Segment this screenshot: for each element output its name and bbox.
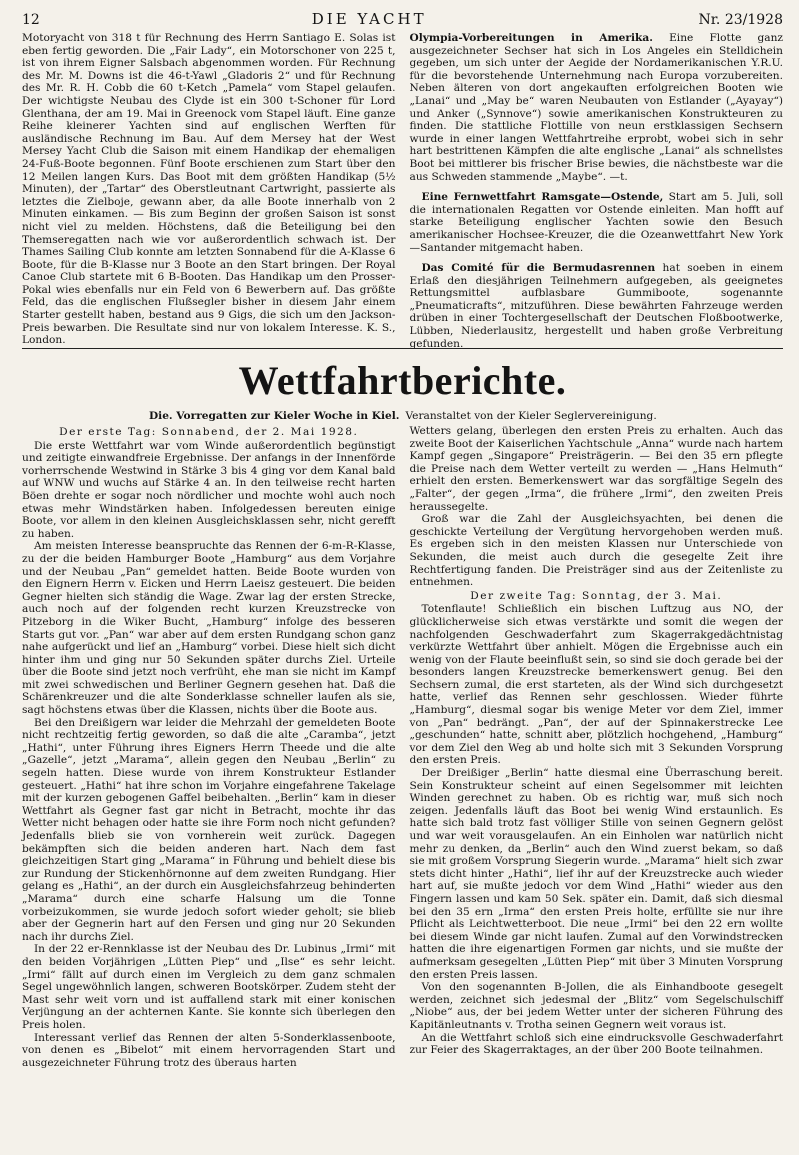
olympia-text: Eine Flotte ganz ausgezeichneter Sechser hat sich in Los Angeles ein Stelldichein gegeben, um sich unter der Aegide der Nordamerikanischen Y.R.U. für die bevorstehende Unternehmung nach Europa vorzubereiten. Neben älteren von dort angekauften erfolgreichen Booten wie „Lanai“ und „May be“ waren Neubauten von Estlander („Ayayay“) und Anker („Synnove“) sowie amerikanischen Konstrukteuren zu finden. Die stattliche Flottille von neun erstklassigen Sechsern wurde in einer langen Wettfahrtreihe erprobt, wobei sich in sehr hart bestrittenen Kämpfen die alte englische „Lanai“ als schnellstes Boot bei mittlerer bis frischer Brise bewies, die nächstbeste war die aus Schweden stammende „Maybe“. —t.: [409, 32, 784, 183]
olympia-title: Olympia-Vorbereitungen in Amerika.: [409, 32, 653, 44]
issue-number: Nr. 23/1928: [698, 12, 783, 28]
report-paragraph: Von den sogenannten B-Jollen, die als Einhandboote gesegelt werden, zeichnet sich jedesmal der „Blitz“ vom Segelschulschiff „Niobe“ aus, der bei jedem Wetter unter der sicheren Führung des Kapitänleutnants v. Trotha seinen Gegnern weit voraus ist.: [409, 981, 783, 1031]
report-right-column: [410, 425, 784, 1155]
ramsgate-text: Start am 5. Juli, soll die internationalen Regatten vor Ostende einleiten. Man hofft auf starke Beteiligung englischer Yachten sowie den Besuch amerikanischer Hochsee-Kreuzer, die die Ozeanwettfahrt New York—Santander mitgemacht haben.: [409, 191, 784, 254]
report-paragraph: An die Wettfahrt schloß sich eine eindrucksvolle Geschwaderfahrt zur Feier des Skagerraktages, an der über 200 Boote teilnahmen.: [409, 1031, 783, 1057]
day-two-heading: Der zweite Tag: Sonntag, der 3. Mai.: [470, 589, 723, 602]
bermuda-title: Das Comité für die Bermudasrennen: [421, 262, 656, 275]
day-one-heading: Der erste Tag: Sonnabend, der 2. Mai 1928.: [59, 426, 359, 438]
report-paragraph: Bei den Dreißigern war leider die Mehrzahl der gemeldeten Boote nicht rechtzeitig fertig geworden, so daß die alte „Caramba“, jetzt „Hathi“, unter Führung ihres Eigners Herrn Theede und die alte „Gazelle“, jetzt „Marama“, allein gegen den Neubau „Berlin“ zu segeln hatten. Diese wurde von ihrem Konstrukteur Estlander gesteuert. „Hathi“ hat ihre schon im Vorjahre eingefahrene Takelage mit der kurzen gebogenen Gaffel beibehalten. „Berlin“ kam in dieser Wettfahrt als Gegner fast gar nicht in Betracht, mochte ihr das Wetter nicht behagen oder hatte sie ihre Form noch nicht gefunden? Jedenfalls blieb sie von vornherein weit zurück. Dagegen bekämpften sich die beiden anderen hart. Nach dem fast gleichzeitigen Start ging „Marama“ in Führung und behielt diese bis zur Rundung der Stickenhörnonne auf dem zweiten Rundgang. Hier gelang es „Hathi“, an der durch ein Ausgleichsfahrzeug behinderten „Marama“ durch eine scharfe Halsung um die Tonne vorbeizukommen, sie wurde jedoch sofort wieder geholt; sie blieb aber der Gegnerin hart auf den Fersen und ging nur 20 Sekunden nach ihr durchs Ziel.: [22, 716, 396, 943]
report-paragraph: Am meisten Interesse beanspruchte das Rennen der 6-m-R-Klasse, zu der die beiden Hamburger Boote „Hamburg“ aus dem Vorjahre und der Neubau „Pan“ gemeldet hatten. Beide Boote wurden von den Eignern Herrn v. Eicken und Herrn Laeisz gesteuert. Die beiden Gegner hielten sich ständig die Wage. Zwar lag der ersten Strecke, auch noch auf der folgenden recht kurzen Kreuzstrecke von Pitzeborg in die Wiker Bucht, „Hamburg“ infolge des besseren Starts gut vor. „Pan“ war aber auf dem ersten Rundgang schon ganz nahe aufgerückt und lief an „Hamburg“ vorbei. Diese hielt sich dicht hinter ihm und ging nur 50 Sekunden später durchs Ziel. Urteile über die Boote sind jetzt noch verfrüht, ehe man sie nicht im Kampf mit zwei schwedischen und Berliner Gegnern gesehen hat. Daß die Schärenkreuzer und die alte Sonderklasse schneller laufen als sie, sagt höchstens etwas über die Klassen, nichts über die Boote aus.: [22, 540, 396, 717]
running-header: [22, 10, 783, 32]
yacht-news-paragraph: Motoryacht von 318 t für Rechnung des Herrn Santiago E. Solas ist eben fertig geworden. Die „Fair Lady“, ein Motorschoner von 225 t, ist von ihrem Eigner Salsbach abgenommen worden. Für Rechnung des Mr. M. Downs ist die 46-t-Yawl „Gladoris 2“ und für Rechnung des Mr. R. H. Cobb die 60 t-Ketch „Pamela“ vom Stapel gelaufen. Der wichtigste Neubau des Clyde ist ein 300 t-Schoner für Lord Glenthana, der am 19. Mai in Greenock vom Stapel läuft. Eine ganze Reihe kleinerer Yachten sind auf englischen Werften für ausländische Rechnung im Bau. Auf dem Mersey hat der West Mersey Yacht Club die Saison mit einem Handikap der ehemaligen 24-Fuß-Boote begonnen. Fünf Boote erschienen zum Start über den 12 Meilen langen Kurs. Das Boot mit dem größten Handikap (5½ Minuten), der „Tartar“ des Oberstleutnant Cartwright, passierte als letztes die Zielboje, gewann aber, da alle Boote innerhalb von 2 Minuten einkamen. — Bis zum Beginn der großen Saison ist sonst nicht viel zu melden. Höchstens, daß die Beteiligung bei den Themseregatten nach wie vor außerordentlich schwach ist. Der Thames Sailing Club konnte am letzten Sonnabend für die A-Klasse 6 Boote, für die B-Klasse nur 3 Boote an den Start bringen. Der Royal Canoe Club startete mit 6 B-Booten. Das Handikap um den Prosser-Pokal wies ebenfalls nur ein Feld von 6 Bewerbern auf. Das größte Feld, das die englischen Flußsegler bisher in diesem Jahr einem Starter gestellt haben, bestand aus 9 Gigs, die sich um den Jackson-Preis bewarben. Die Resultate sind nur von lokalem Interesse. K. S., London.: [22, 32, 396, 347]
page-number: 12: [22, 12, 40, 28]
report-columns: [22, 425, 783, 1155]
report-paragraph: Interessant verlief das Rennen der alten 5-Sonderklassenboote, von denen es „Bibelot“ mit einem hervorragenden Start und ausgezeichneter Führung trotz des überaus harten: [22, 1031, 396, 1069]
top-left-column: [22, 32, 396, 347]
top-right-column: [409, 32, 784, 350]
bermuda-text: hat soeben in einem Erlaß den diesjährigen Teilnehmern aufgegeben, als geeignetes Rettungsmittel aufblasbare Gummiboote, sogenannte „Pneumaticrafts“, mitzuführen. Diese bewährten Fahrzeuge werden drüben in einer Tochtergesellschaft der Deutschen Floßbootwerke, Lübben, Niederlausitz, hergestellt und haben große Verbreitung gefunden.: [409, 262, 783, 350]
report-paragraph: Die erste Wettfahrt war vom Winde außerordentlich begünstigt und zeitigte einwandfreie Ergebnisse. Der anfangs in der Innenförde vorherrschende Westwind in Stärke 3 bis 4 ging vor dem Kanal bald auf WNW und wuchs auf Stärke 4 an. In den teilweise recht harten Böen drehte er sogar noch nördlicher und mochte wohl auch noch etwas mehr Windstärken haben. Infolgedessen bereuten einige Boote, vor allem in den kleinen Ausgleichsklassen sehr, nicht gerefft zu haben.: [22, 439, 396, 540]
report-paragraph: Totenflaute! Schließlich ein bischen Luftzug aus NO, der glücklicherweise sich etwas verstärkte und somit die wegen der nachfolgenden Geschwaderfahrt zum Skagerrakgedächtnistag verkürzte Wettfahrt über anhielt. Mögen die Ergebnisse auch ein wenig von der Flaute beeinflußt sein, so sind sie doch gerade bei der besonders langen Kreuzstrecke bemerkenswert genug. Bei den Sechsern zumal, die erst starteten, als der Wind sich durchgesetzt hatte, verlief das Rennen sehr geschlossen. Wieder führte „Hamburg“, diesmal sogar bis wenige Meter vor dem Ziel, immer von „Pan“ bedrängt. „Pan“, der auf der Spinnakerstrecke Lee „geschunden“ hatte, schnitt aber, plötzlich hochgehend, „Hamburg“ vor dem Ziel den Weg ab und holte sich mit 3 Sekunden Vorsprung den ersten Preis.: [409, 603, 783, 767]
report-paragraph: In der 22 er-Rennklasse ist der Neubau des Dr. Lubinus „Irmi“ mit den beiden Vorjährigen „Lütten Piep“ und „Ilse“ es sehr leicht. „Irmi“ fällt auf durch einen im Vergleich zu dem ganz schmalen Segel ungewöhnlich langen, schweren Bootskörper. Zudem steht der Mast sehr weit vorn und ist auffallend stark mit einer konischen Verjüngung an der achternen Kante. Sie konnte sich überlegen den Preis holen.: [22, 943, 396, 1031]
report-paragraph: Wetters gelang, überlegen den ersten Preis zu erhalten. Auch das zweite Boot der Kaiserlichen Yachtschule „Anna“ wurde nach hartem Kampf gegen „Singapore“ Preisträgerin. — Bei den 35 ern pflegte die Preise nach dem Wetter verteilt zu werden — „Hans Helmuth“ erhielt den ersten. Bemerkenswert war das sorgfältige Segeln des „Falter“, der gegen „Irma“, die frühere „Irmi“, den zweiten Preis heraussegelte.: [409, 425, 783, 513]
ramsgate-title: Eine Fernwettfahrt Ramsgate—Ostende,: [421, 191, 664, 204]
report-left-column: [22, 425, 396, 1155]
section-title: Wettfahrtberichte.: [238, 358, 567, 403]
top-section: [22, 32, 784, 350]
article-subtitle-right: Veranstaltet von der Kieler Seglervereinigung.: [405, 410, 657, 422]
ramsgate-paragraph: [410, 191, 784, 254]
report-paragraph: Groß war die Zahl der Ausgleichsyachten, bei denen die geschickte Verteilung der Vergütung hervorgehoben werden muß. Es ergeben sich in den meisten Klassen nur Unterschiede von Sekunden, die meist auch durch die gesegelte Zeit ihre Rechtfertigung fanden. Die Preisträger sind aus der Zeitenliste zu entnehmen.: [409, 513, 783, 589]
article-subtitle: [22, 410, 783, 422]
report-paragraph: Der Dreißiger „Berlin“ hatte diesmal eine Überraschung bereit. Sein Konstrukteur scheint auf einen Segelsommer mit leichten Winden gerechnet zu haben. Ob es richtig war, muß sich noch zeigen. Jedenfalls läuft das Boot bei wenig Wind erstaunlich. Es hatte sich bald trotz fast völliger Stille von seinen Gegnern gelöst und war weit vorausgelaufen. An ein Einholen war natürlich nicht mehr zu denken, da „Berlin“ auch den Wind zuerst bekam, so daß sie mit großem Vorsprung Siegerin wurde. „Marama“ hielt sich zwar stets dicht hinter „Hathi“, lief ihr auf der Kreuzstrecke auch wieder hart auf, sie mußte jedoch vor dem Wind „Hathi“ wieder aus den Fingern lassen und kam 50 Sek. später ein. Damit, daß sich diesmal bei den 35 ern „Irma“ den ersten Preis holte, erfüllte sie nur ihre Pflicht als Leichtwetterboot. Die neue „Irmi“ bei den 22 ern wollte bei diesem Winde gar nicht laufen. Zumal auf den Vorwindstrecken hatten die ihre eigenartigen Formen gar nichts, und sie mußte der aufmerksam gesegelten „Lütten Piep“ mit über 3 Minuten Vorsprung den ersten Preis lassen.: [409, 767, 783, 981]
bermuda-paragraph: [410, 262, 784, 350]
journal-title: DIE YACHT: [311, 10, 427, 28]
olympia-paragraph: [410, 32, 784, 183]
article-subtitle-left: Die. Vorregatten zur Kieler Woche in Kiel.: [148, 410, 400, 422]
